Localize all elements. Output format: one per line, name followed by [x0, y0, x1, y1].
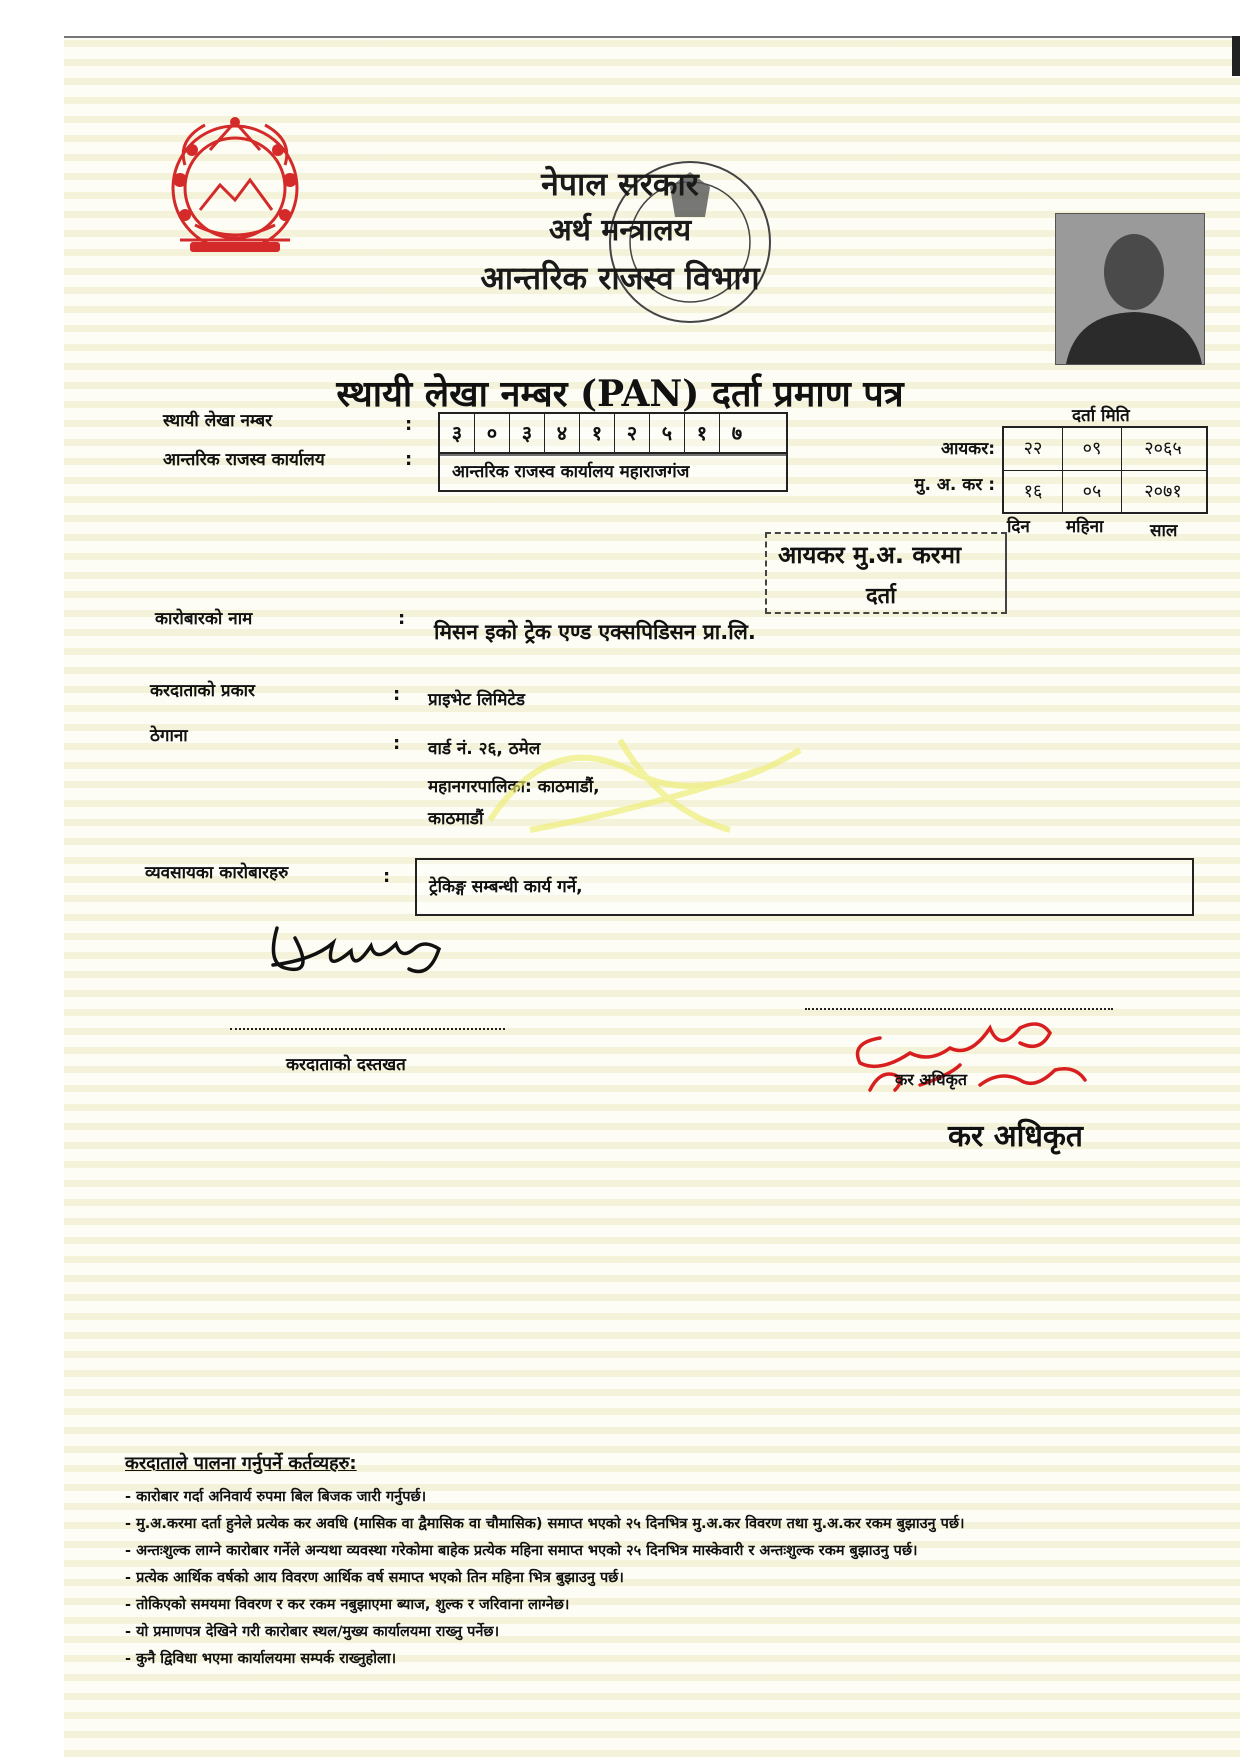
- pan-number-box: [438, 412, 788, 456]
- address-line-1: वार्ड नं. २६, ठमेल: [428, 739, 541, 759]
- duty-item: - यो प्रमाणपत्र देखिने गरी कारोबार स्थल/मुख्य कार्यालयमा राख्नु पर्नेछ।: [125, 1624, 500, 1640]
- date-footer-month: महिना: [1066, 517, 1104, 537]
- taxpayer-signature-label: करदाताको दस्तखत: [286, 1055, 406, 1075]
- business-activity-value: ट्रेकिङ्ग सम्बन्धी कार्य गर्ने,: [429, 877, 583, 897]
- duty-item: - अन्तःशुल्क लाग्ने कारोबार गर्नेले अन्यथा व्यवस्था गरेकोमा बाहेक प्रत्येक महिना समाप्त भएको २५ दिनभित्र मास्केवारी र अन्तःशुल्क रकम बुझाउनु पर्छ।: [125, 1543, 918, 1559]
- registration-date-grid: [1002, 426, 1208, 514]
- pan-colon: :: [405, 414, 413, 435]
- date-footer-year: साल: [1150, 521, 1178, 541]
- office-colon: :: [405, 449, 413, 470]
- certificate-title: स्थायी लेखा नम्बर (PAN) दर्ता प्रमाण पत्र: [336, 373, 904, 415]
- stamp-line-2: दर्ता: [866, 584, 896, 609]
- header-government: नेपाल सरकार: [541, 165, 699, 203]
- business-activity-label: व्यवसायका कारोबारहरु: [145, 863, 289, 883]
- vat-month: ०५: [1063, 471, 1122, 513]
- income-tax-day: २२: [1004, 428, 1063, 470]
- duty-item: - तोकिएको समयमा विवरण र कर रकम नबुझाएमा ब्याज, शुल्क र जरिवाना लाग्नेछ।: [125, 1597, 570, 1613]
- income-tax-month: ०९: [1063, 428, 1122, 470]
- vat-date-row: [1004, 470, 1206, 513]
- pan-digit: ४: [545, 414, 580, 454]
- business-name-colon: :: [398, 608, 406, 629]
- header-ministry: अर्थ मन्त्रालय: [548, 213, 692, 248]
- address-label: ठेगाना: [150, 726, 188, 746]
- duty-item: - कारोबार गर्दा अनिवार्य रुपमा बिल बिजक जारी गर्नुपर्छ।: [125, 1489, 427, 1505]
- vat-day: १६: [1004, 471, 1063, 513]
- scan-edge: [1232, 36, 1240, 76]
- address-line-2: महानगरपालिका: काठमाडौं,: [428, 777, 600, 797]
- office-box: [438, 452, 788, 492]
- officer-small-label: कर अधिकृत: [895, 1070, 968, 1089]
- office-value: आन्तरिक राजस्व कार्यालय महाराजगंज: [452, 462, 690, 482]
- pan-digit: ०: [475, 414, 510, 454]
- business-activity-box: [415, 858, 1194, 916]
- pan-digit: ३: [440, 414, 475, 454]
- taxpayer-photo: [1055, 213, 1205, 365]
- vat-label: मु. अ. कर :: [914, 475, 995, 495]
- header-department: आन्तरिक राजस्व विभाग: [480, 259, 760, 297]
- duty-item: - प्रत्येक आर्थिक वर्षको आय विवरण आर्थिक वर्ष समाप्त भएको तिन महिना भित्र बुझाउनु पर्छ।: [125, 1570, 624, 1586]
- address-line-3: काठमाडौं: [428, 809, 484, 829]
- pan-digit: १: [580, 414, 615, 454]
- pan-digit: ५: [650, 414, 685, 454]
- stamp-line-1: आयकर मु.अ. करमा: [778, 541, 962, 569]
- income-tax-label: आयकर:: [940, 439, 995, 459]
- taxpayer-type-value: प्राइभेट लिमिटेड: [428, 690, 526, 710]
- officer-signature: [840, 1000, 1170, 1110]
- taxpayer-signature-line: [230, 1028, 505, 1030]
- address-colon: :: [393, 733, 401, 754]
- business-activity-colon: :: [383, 866, 391, 887]
- taxpayer-signature: [255, 910, 485, 1010]
- taxpayer-type-label: करदाताको प्रकार: [150, 681, 255, 701]
- date-footer-day: दिन: [1007, 517, 1030, 537]
- pan-digit: ३: [510, 414, 545, 454]
- registration-date-title: दर्ता मिति: [1072, 406, 1130, 426]
- vat-year: २०७१: [1144, 481, 1182, 502]
- officer-label: कर अधिकृत: [948, 1119, 1084, 1154]
- highlighter-mark: [470, 700, 850, 850]
- pan-digit: १: [685, 414, 720, 454]
- duties-list: [125, 1484, 965, 1673]
- taxpayer-type-colon: :: [393, 684, 401, 705]
- business-name-label: कारोबारको नाम: [155, 609, 253, 629]
- pan-digit: २: [615, 414, 650, 454]
- business-name-value: मिसन इको ट्रेक एण्ड एक्सपिडिसन प्रा.लि.: [434, 620, 756, 644]
- income-tax-year: २०६५: [1144, 438, 1182, 459]
- duty-item: - कुनै द्विविधा भएमा कार्यालयमा सम्पर्क राख्नुहोला।: [125, 1651, 397, 1667]
- income-tax-date-row: [1004, 428, 1206, 470]
- pan-label: स्थायी लेखा नम्बर: [163, 411, 273, 431]
- office-label: आन्तरिक राजस्व कार्यालय: [163, 450, 325, 470]
- duty-item: - मु.अ.करमा दर्ता हुनेले प्रत्येक कर अवधि (मासिक वा द्वैमासिक वा चौमासिक) समाप्त भएको २५ दिनभित्र मु.अ.कर विवरण तथा मु.अ.कर रकम बुझाउनु पर्छ।: [125, 1516, 965, 1532]
- duties-title: करदाताले पालना गर्नुपर्ने कर्तव्यहरु:: [125, 1453, 357, 1474]
- pan-digit: ७: [731, 421, 743, 445]
